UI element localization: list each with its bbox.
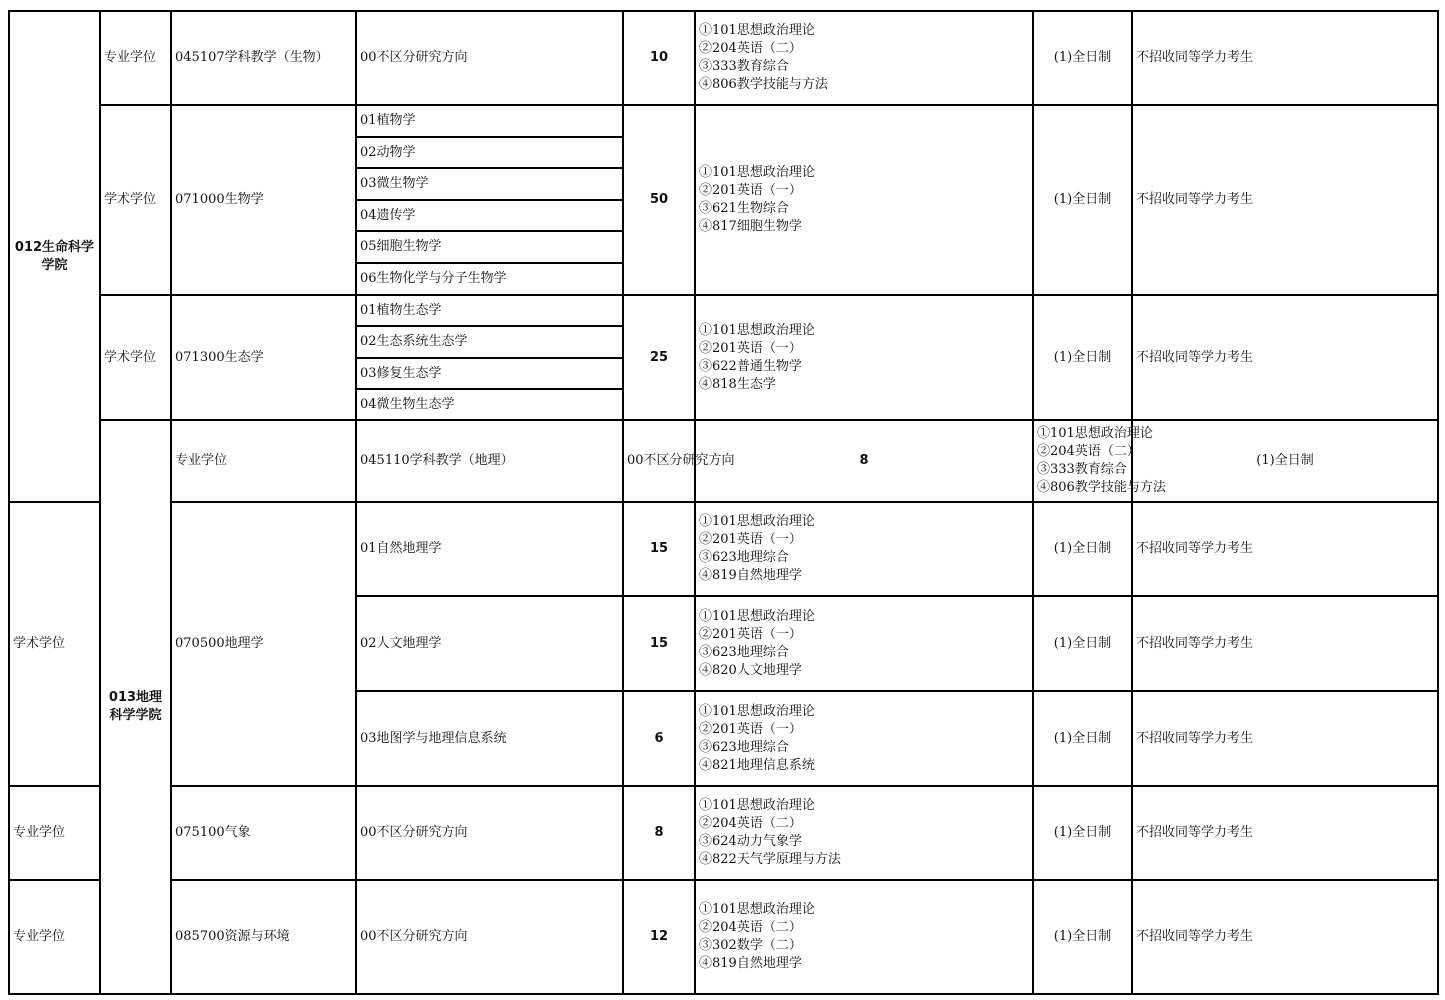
research-direction: 05细胞生物学 bbox=[356, 231, 623, 263]
degree-type: 专业学位 bbox=[9, 786, 100, 880]
enrollment-count: 6 bbox=[623, 691, 695, 786]
exam-subjects bbox=[1033, 420, 1166, 502]
exam-subjects bbox=[695, 596, 1033, 691]
major-name: 075100气象 bbox=[171, 786, 356, 880]
exam-subjects bbox=[695, 502, 1033, 596]
exam-subject: ①101思想政治理论 bbox=[699, 703, 815, 719]
exam-subjects bbox=[695, 880, 1033, 994]
exam-subjects bbox=[695, 295, 1033, 420]
exam-subject: ①101思想政治理论 bbox=[699, 322, 815, 338]
study-mode: (1)全日制 bbox=[1132, 420, 1438, 502]
research-direction: 00不区分研究方向 bbox=[356, 786, 623, 880]
exam-subject: ④821地理信息系统 bbox=[699, 757, 815, 773]
research-direction: 02人文地理学 bbox=[356, 596, 623, 691]
exam-subject: ②201英语（一） bbox=[699, 626, 802, 642]
study-mode: (1)全日制 bbox=[1033, 596, 1132, 691]
research-direction: 01植物生态学 bbox=[356, 295, 623, 326]
remark: 不招收同等学力考生 bbox=[1132, 786, 1438, 880]
enrollment-table bbox=[8, 10, 1439, 995]
research-direction: 00不区分研究方向 bbox=[356, 11, 623, 105]
exam-subject: ②201英语（一） bbox=[699, 721, 802, 737]
remark: 不招收同等学力考生 bbox=[1132, 880, 1438, 994]
exam-subject: ②204英语（二） bbox=[699, 816, 802, 831]
table-row bbox=[9, 11, 1438, 105]
study-mode: (1)全日制 bbox=[1033, 295, 1132, 420]
exam-subject: ③623地理综合 bbox=[699, 739, 789, 755]
research-direction: 02动物学 bbox=[356, 137, 623, 168]
exam-subject: ③333教育综合 bbox=[699, 59, 789, 74]
remark: 不招收同等学力考生 bbox=[1132, 502, 1438, 596]
table-row bbox=[9, 420, 1438, 502]
exam-subject: ③621生物综合 bbox=[699, 201, 789, 216]
table-row bbox=[9, 880, 1438, 994]
study-mode: (1)全日制 bbox=[1033, 880, 1132, 994]
enrollment-count: 8 bbox=[695, 420, 1033, 502]
exam-subject: ②204英语（二） bbox=[699, 41, 802, 56]
exam-subject: ②201英语（一） bbox=[699, 340, 802, 356]
exam-subject: ②204英语（二） bbox=[1037, 444, 1140, 459]
exam-subject: ④820人文地理学 bbox=[699, 662, 802, 678]
research-direction: 06生物化学与分子生物学 bbox=[356, 263, 623, 295]
exam-subjects bbox=[695, 786, 1033, 880]
research-direction: 03地图学与地理信息系统 bbox=[356, 691, 623, 786]
exam-subject: ①101思想政治理论 bbox=[699, 798, 815, 813]
research-direction: 03修复生态学 bbox=[356, 358, 623, 389]
research-direction: 01植物学 bbox=[356, 105, 623, 137]
exam-subject: ③624动力气象学 bbox=[699, 834, 802, 849]
research-direction: 04遗传学 bbox=[356, 200, 623, 231]
enrollment-count: 15 bbox=[623, 596, 695, 691]
major-name: 071300生态学 bbox=[171, 295, 356, 420]
remark: 不招收同等学力考生 bbox=[1132, 105, 1438, 295]
research-direction: 02生态系统生态学 bbox=[356, 326, 623, 358]
exam-subject: ④817细胞生物学 bbox=[699, 219, 802, 234]
college-name: 012生命科学学院 bbox=[9, 11, 100, 502]
remark: 不招收同等学力考生 bbox=[1132, 691, 1438, 786]
exam-subject: ④819自然地理学 bbox=[699, 568, 802, 583]
exam-subject: ①101思想政治理论 bbox=[699, 514, 815, 529]
exam-subject: ④819自然地理学 bbox=[699, 956, 802, 971]
exam-subject: ②201英语（一） bbox=[699, 183, 802, 198]
exam-subject: ①101思想政治理论 bbox=[699, 165, 815, 180]
exam-subject: ③623地理综合 bbox=[699, 644, 789, 660]
remark: 不招收同等学力考生 bbox=[1132, 295, 1438, 420]
exam-subject: ②201英语（一） bbox=[699, 532, 802, 547]
major-name: 071000生物学 bbox=[171, 105, 356, 295]
table-row bbox=[9, 502, 1438, 596]
remark: 不招收同等学力考生 bbox=[1132, 596, 1438, 691]
degree-type: 专业学位 bbox=[9, 880, 100, 994]
remark: 不招收同等学力考生 bbox=[1132, 11, 1438, 105]
exam-subject: ③333教育综合 bbox=[1037, 462, 1127, 477]
exam-subject: ④806教学技能与方法 bbox=[699, 77, 828, 92]
enrollment-count: 10 bbox=[623, 11, 695, 105]
research-direction: 01自然地理学 bbox=[356, 502, 623, 596]
exam-subjects bbox=[695, 105, 1033, 295]
enrollment-count: 12 bbox=[623, 880, 695, 994]
degree-type: 学术学位 bbox=[9, 502, 100, 786]
college-name: 013地理科学学院 bbox=[100, 420, 171, 994]
study-mode: (1)全日制 bbox=[1033, 105, 1132, 295]
research-direction: 03微生物学 bbox=[356, 168, 623, 200]
exam-subject: ③623地理综合 bbox=[699, 550, 789, 565]
table-row bbox=[9, 105, 1438, 137]
exam-subject: ①101思想政治理论 bbox=[699, 608, 815, 624]
research-direction: 00不区分研究方向 bbox=[356, 880, 623, 994]
exam-subject: ③302数学（二） bbox=[699, 938, 802, 953]
research-direction: 00不区分研究方向 bbox=[623, 420, 695, 502]
degree-type: 学术学位 bbox=[100, 105, 171, 295]
exam-subjects bbox=[695, 691, 1033, 786]
study-mode: (1)全日制 bbox=[1033, 502, 1132, 596]
study-mode: (1)全日制 bbox=[1033, 11, 1132, 105]
degree-type: 专业学位 bbox=[100, 11, 171, 105]
exam-subject: ③622普通生物学 bbox=[699, 358, 802, 374]
exam-subject: ②204英语（二） bbox=[699, 920, 802, 935]
exam-subject: ①101思想政治理论 bbox=[699, 902, 815, 917]
exam-subject: ①101思想政治理论 bbox=[1037, 426, 1153, 441]
enrollment-count: 15 bbox=[623, 502, 695, 596]
research-direction: 04微生物生态学 bbox=[356, 389, 623, 420]
major-name: 085700资源与环境 bbox=[171, 880, 356, 994]
exam-subject: ④818生态学 bbox=[699, 376, 776, 392]
enrollment-count: 25 bbox=[623, 295, 695, 420]
exam-subject: ④806教学技能与方法 bbox=[1037, 480, 1166, 495]
exam-subject: ①101思想政治理论 bbox=[699, 23, 815, 38]
table-row bbox=[9, 786, 1438, 880]
exam-subjects bbox=[695, 11, 1033, 105]
enrollment-count: 8 bbox=[623, 786, 695, 880]
major-name: 070500地理学 bbox=[171, 502, 356, 786]
study-mode: (1)全日制 bbox=[1033, 691, 1132, 786]
major-name: 045110学科教学（地理） bbox=[356, 420, 623, 502]
study-mode: (1)全日制 bbox=[1033, 786, 1132, 880]
enrollment-count: 50 bbox=[623, 105, 695, 295]
degree-type: 学术学位 bbox=[100, 295, 171, 420]
table-row bbox=[9, 295, 1438, 326]
major-name: 045107学科教学（生物） bbox=[171, 11, 356, 105]
degree-type: 专业学位 bbox=[171, 420, 356, 502]
exam-subject: ④822天气学原理与方法 bbox=[699, 852, 841, 867]
